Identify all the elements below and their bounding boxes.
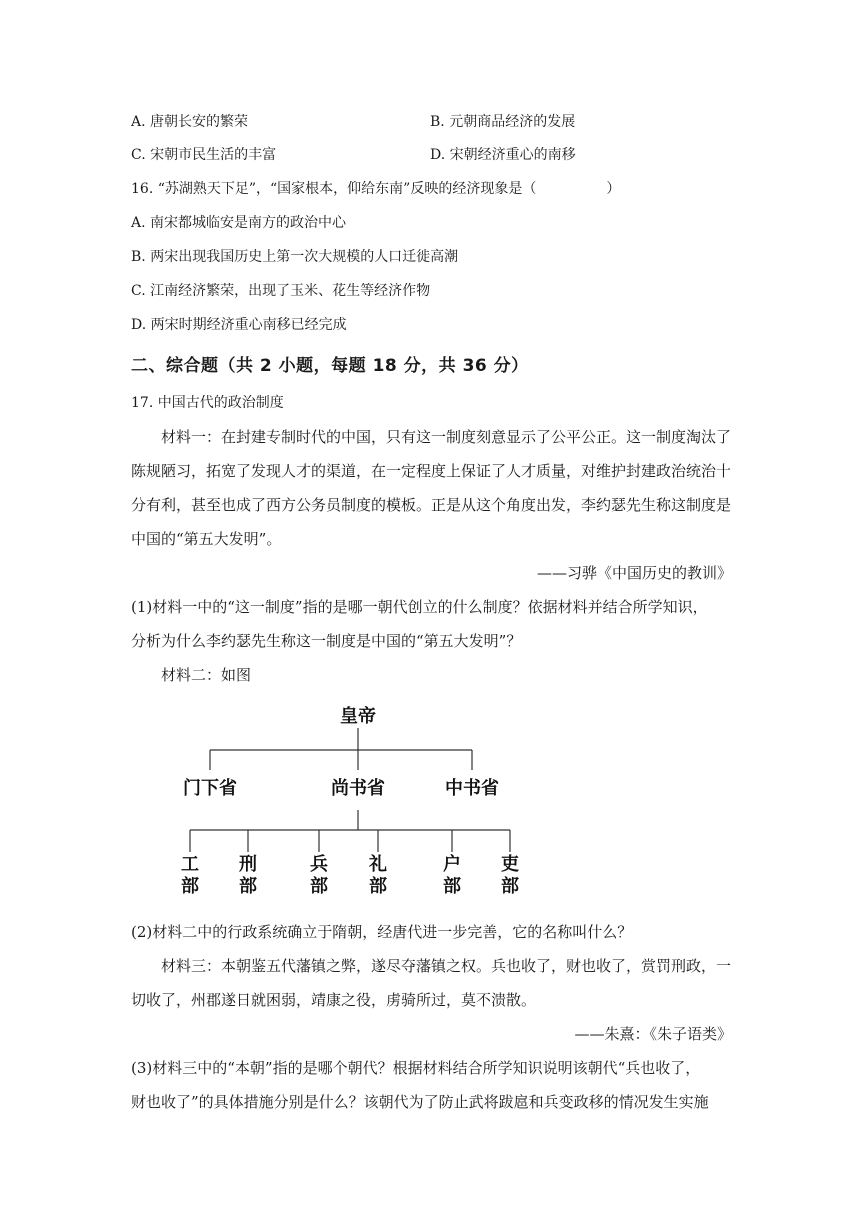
ministry-revenue-char1: 户 [443, 854, 461, 875]
three-departments-six-ministries-diagram [180, 700, 540, 900]
menxia-department-node: 门下省 [183, 778, 237, 799]
question1-line: (1)材料一中的“这一制度”指的是哪一朝代创立的什么制度？依据材料并结合所学知识， [131, 598, 708, 616]
question3-line: (3)材料三中的“本朝”指的是哪个朝代？根据材料结合所学知识说明该朝代“兵也收了， [131, 1059, 701, 1077]
q16-option-d: D. 两宋时期经济重心南移已经完成 [131, 317, 347, 333]
section-heading: 二、综合题（共 2 小题，每题 18 分，共 36 分） [131, 356, 529, 376]
ministry-war-char1: 兵 [310, 854, 328, 875]
zhongshu-department-node: 中书省 [445, 778, 499, 799]
q16-option-c: C. 江南经济繁荣，出现了玉米、花生等经济作物 [131, 283, 431, 299]
q16-option-b: B. 两宋出现我国历史上第一次大规模的人口迁徙高潮 [131, 249, 459, 265]
material3-line: 材料三：本朝鉴五代藩镇之弊，遂尽夺藩镇之权。兵也收了，财也收了，赏罚刑政，一 [161, 957, 732, 975]
ministry-war-char2: 部 [310, 876, 328, 897]
material1-line: 分有利，甚至也成了西方公务员制度的模板。正是从这个角度出发，李约瑟先生称这制度是 [131, 496, 732, 514]
ministry-personnel-char1: 吏 [501, 854, 519, 875]
ministry-personnel-char2: 部 [501, 876, 519, 897]
ministry-justice-char2: 部 [239, 876, 257, 897]
material2-label: 材料二：如图 [161, 666, 252, 684]
material1-line: 陈规陋习，拓宽了发现人才的渠道，在一定程度上保证了人才质量，对维护封建政治统治十 [131, 462, 732, 480]
question3-line: 财也收了”的具体措施分别是什么？该朝代为了防止武将跋扈和兵变政移的情况发生实施 [131, 1093, 709, 1111]
material3-line: 切收了，州郡遂日就困弱，靖康之役，虏骑所过，莫不溃散。 [131, 991, 537, 1009]
question1-line: 分析为什么李约瑟先生称这一制度是中国的“第五大发明”？ [131, 632, 522, 650]
q15-option-c: C. 宋朝市民生活的丰富 [131, 147, 277, 163]
material1-source: ——习骅《中国历史的教训》 [536, 564, 732, 582]
question2-line: (2)材料二中的行政系统确立于隋朝，经唐代进一步完善，它的名称叫什么？ [131, 923, 633, 941]
ministry-justice-char1: 刑 [239, 854, 257, 875]
ministry-revenue-char2: 部 [443, 876, 461, 897]
q15-option-d: D. 宋朝经济重心的南移 [430, 147, 576, 163]
ministry-works-char2: 部 [181, 876, 199, 897]
q15-option-a: A. 唐朝长安的繁荣 [131, 114, 249, 130]
q15-option-b: B. 元朝商品经济的发展 [430, 114, 576, 130]
q17-title: 17. 中国古代的政治制度 [131, 395, 284, 411]
emperor-node: 皇帝 [340, 706, 376, 727]
ministry-rites-char1: 礼 [369, 854, 387, 875]
material1-line: 材料一：在封建专制时代的中国，只有这一制度刻意显示了公平公正。这一制度淘汰了 [161, 428, 732, 446]
material1-line: 中国的“第五大发明”。 [131, 530, 282, 548]
q16-option-a: A. 南宋都城临安是南方的政治中心 [131, 215, 347, 231]
ministry-works-char1: 工 [181, 854, 199, 875]
ministry-rites-char2: 部 [369, 876, 387, 897]
material3-source: ——朱熹：《朱子语类》 [574, 1025, 732, 1043]
shangshu-department-node: 尚书省 [331, 778, 385, 799]
q16-stem: 16. “苏湖熟天下足”，“国家根本，仰给东南”反映的经济现象是（ ） [131, 181, 621, 197]
